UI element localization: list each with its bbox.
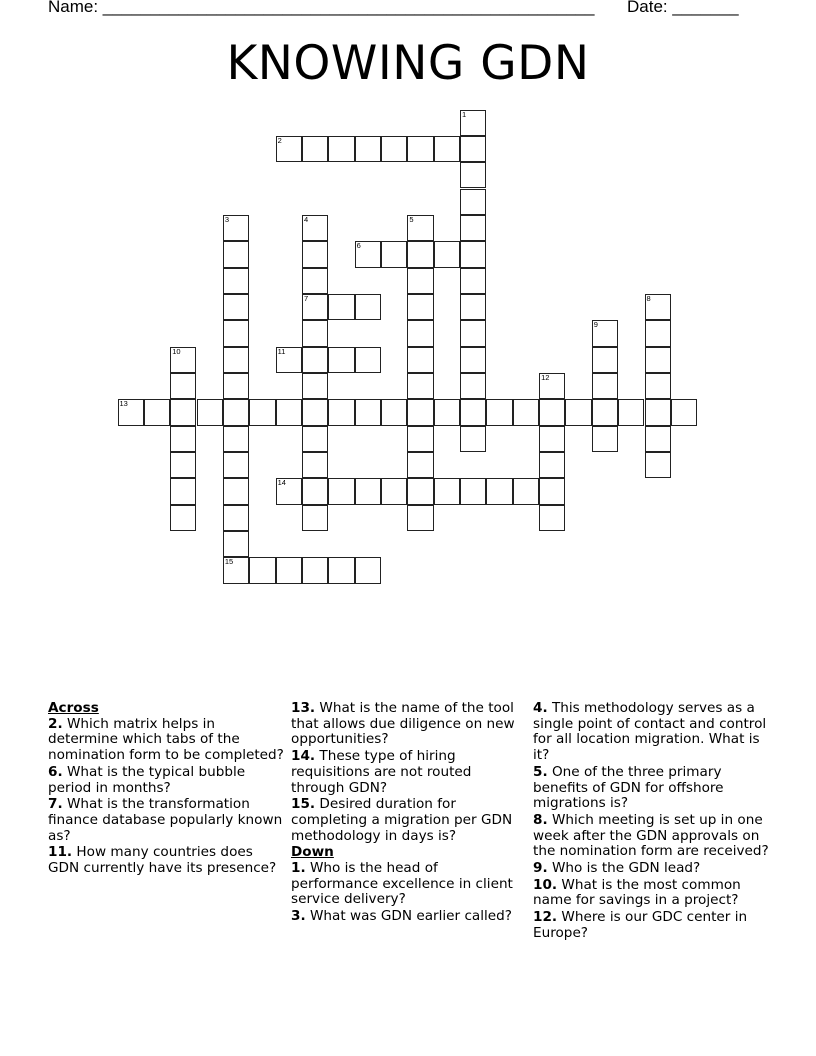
grid-cell[interactable] — [302, 478, 328, 504]
grid-cell[interactable] — [170, 505, 196, 531]
grid-cell[interactable] — [355, 557, 381, 583]
clue-text: What was GDN earlier called? — [309, 908, 513, 925]
grid-cell[interactable] — [328, 399, 354, 425]
clue-number: 12. — [533, 909, 558, 926]
grid-cell[interactable] — [328, 294, 354, 320]
cell-number: 12 — [541, 373, 550, 382]
grid-cell[interactable] — [197, 399, 223, 425]
clue-across-13 — [291, 701, 527, 748]
grid-cell[interactable] — [170, 373, 196, 399]
clue-number: 5. — [533, 763, 548, 780]
clue-text: How many countries does GDN currently have its presence? — [48, 844, 277, 877]
clue-number: 8. — [533, 811, 548, 828]
grid-cell[interactable] — [539, 426, 565, 452]
grid-cell[interactable] — [223, 294, 249, 320]
grid-cell[interactable] — [645, 294, 671, 320]
grid-cell[interactable] — [460, 110, 486, 136]
grid-cell[interactable] — [565, 399, 591, 425]
grid-cell[interactable] — [460, 426, 486, 452]
grid-cell[interactable] — [513, 399, 539, 425]
grid-cell[interactable] — [302, 241, 328, 267]
grid-cell[interactable] — [407, 426, 433, 452]
grid-cell[interactable] — [170, 399, 196, 425]
cell-number: 5 — [409, 214, 414, 224]
grid-cell[interactable] — [276, 399, 302, 425]
grid-cell[interactable] — [223, 215, 249, 241]
cell-number: 4 — [303, 214, 309, 224]
clue-across-7 — [48, 797, 284, 844]
grid-cell[interactable] — [407, 268, 433, 294]
grid-cell[interactable] — [381, 399, 407, 425]
grid-cell[interactable] — [671, 399, 697, 425]
grid-cell[interactable] — [645, 347, 671, 373]
grid-cell[interactable] — [302, 320, 328, 346]
grid-cell[interactable] — [539, 399, 565, 425]
clue-text: Which matrix helps in determine which tabs of the nomination form to be completed? — [48, 715, 284, 764]
grid-cell[interactable] — [328, 478, 354, 504]
grid-cell[interactable] — [355, 241, 381, 267]
clue-across-15 — [291, 797, 527, 844]
grid-cell[interactable] — [645, 399, 671, 425]
grid-cell[interactable] — [592, 320, 618, 346]
grid-cell[interactable] — [407, 505, 433, 531]
grid-cell[interactable] — [460, 241, 486, 267]
grid-cell[interactable] — [328, 557, 354, 583]
clue-number: 10. — [533, 876, 558, 893]
grid-cell[interactable] — [302, 268, 328, 294]
grid-cell[interactable] — [407, 452, 433, 478]
cell-number: 8 — [646, 293, 651, 303]
cell-number: 7 — [303, 293, 309, 303]
grid-cell[interactable] — [381, 241, 407, 267]
grid-cell[interactable] — [223, 320, 249, 346]
grid-cell[interactable] — [618, 399, 644, 425]
clue-text: Who is the head of performance excellence in client service delivery? — [291, 860, 513, 908]
name-field[interactable]: Name: ____________________________________________________ — [48, 0, 595, 16]
clue-down-5 — [533, 765, 769, 812]
clue-across-6 — [48, 765, 284, 796]
clue-number: 11. — [48, 844, 73, 861]
cell-number: 14 — [277, 478, 286, 488]
grid-cell[interactable] — [302, 215, 328, 241]
grid-cell[interactable] — [645, 426, 671, 452]
grid-cell[interactable] — [434, 241, 460, 267]
grid-cell[interactable] — [302, 136, 328, 162]
cell-number: 10 — [172, 346, 181, 356]
cell-number: 2 — [277, 135, 282, 145]
grid-cell[interactable] — [170, 478, 196, 504]
date-field[interactable]: Date: _______ — [627, 0, 739, 16]
grid-cell[interactable] — [407, 478, 433, 504]
grid-cell[interactable] — [144, 399, 170, 425]
grid-cell[interactable] — [381, 136, 407, 162]
down-heading: Down — [291, 844, 334, 861]
grid-cell[interactable] — [302, 452, 328, 478]
grid-cell[interactable] — [328, 347, 354, 373]
grid-cell[interactable] — [302, 347, 328, 373]
grid-cell[interactable] — [223, 478, 249, 504]
cell-number: 1 — [462, 109, 467, 119]
grid-cell[interactable] — [223, 241, 249, 267]
grid-cell[interactable] — [302, 373, 328, 399]
grid-cell[interactable] — [592, 426, 618, 452]
grid-cell[interactable] — [223, 268, 249, 294]
clues-column-1 — [48, 701, 284, 878]
grid-cell[interactable] — [407, 320, 433, 346]
grid-cell[interactable] — [355, 136, 381, 162]
clue-text: What is the most common name for savings in a project? — [533, 876, 741, 909]
grid-cell[interactable] — [223, 452, 249, 478]
clue-text: This methodology serves as a single point of contact and control for all location migration. What is it? — [533, 700, 767, 764]
grid-cell[interactable] — [645, 452, 671, 478]
cell-number: 6 — [356, 241, 361, 251]
clue-down-12 — [533, 910, 769, 941]
grid-cell[interactable] — [460, 189, 486, 215]
cell-number: 11 — [277, 346, 286, 356]
grid-cell[interactable] — [460, 399, 486, 425]
grid-cell[interactable] — [302, 399, 328, 425]
grid-cell[interactable] — [407, 215, 433, 241]
grid-cell[interactable] — [170, 426, 196, 452]
grid-cell[interactable] — [460, 294, 486, 320]
grid-cell[interactable] — [460, 162, 486, 188]
grid-cell[interactable] — [223, 426, 249, 452]
across-heading: Across — [48, 700, 99, 716]
grid-cell[interactable] — [170, 452, 196, 478]
grid-cell[interactable] — [223, 531, 249, 557]
grid-cell[interactable] — [592, 373, 618, 399]
puzzle-title: KNOWING GDN — [226, 36, 590, 91]
grid-cell[interactable] — [355, 478, 381, 504]
clue-number: 14. — [291, 748, 316, 765]
grid-cell[interactable] — [407, 294, 433, 320]
grid-cell[interactable] — [302, 557, 328, 583]
grid-cell[interactable] — [539, 373, 565, 399]
grid-cell[interactable] — [276, 557, 302, 583]
clue-number: 3. — [291, 908, 306, 925]
grid-cell[interactable] — [407, 373, 433, 399]
grid-cell[interactable] — [460, 347, 486, 373]
grid-cell[interactable] — [355, 399, 381, 425]
clue-across-14 — [291, 749, 527, 796]
clue-across-2 — [48, 717, 284, 764]
clue-number: 7. — [48, 796, 63, 813]
clue-number: 9. — [533, 860, 548, 877]
clue-text: Which meeting is set up in one week after the GDN approvals on the nomination form are received? — [533, 811, 769, 860]
grid-cell[interactable] — [592, 399, 618, 425]
grid-cell[interactable] — [276, 136, 302, 162]
clue-text: Desired duration for completing a migration per GDN methodology in days is? — [291, 796, 513, 844]
clue-text: Who is the GDN lead? — [551, 860, 701, 877]
clue-text: What is the transformation finance database popularly known as? — [48, 796, 283, 844]
clue-number: 4. — [533, 700, 548, 716]
grid-cell[interactable] — [170, 347, 196, 373]
clue-down-1 — [291, 861, 527, 908]
grid-cell[interactable] — [249, 557, 275, 583]
grid-cell[interactable] — [381, 478, 407, 504]
cell-number: 3 — [224, 214, 230, 224]
grid-cell[interactable] — [645, 320, 671, 346]
grid-cell[interactable] — [407, 399, 433, 425]
clue-down-4 — [533, 701, 769, 764]
grid-cell[interactable] — [407, 241, 433, 267]
grid-cell[interactable] — [249, 399, 275, 425]
grid-cell[interactable] — [486, 399, 512, 425]
grid-cell[interactable] — [407, 347, 433, 373]
clue-number: 2. — [48, 715, 63, 732]
clue-number: 1. — [291, 860, 306, 877]
clue-across-11 — [48, 845, 284, 876]
clue-number: 15. — [291, 796, 316, 813]
grid-cell[interactable] — [539, 505, 565, 531]
clue-down-9 — [533, 861, 769, 877]
grid-cell[interactable] — [460, 215, 486, 241]
grid-cell[interactable] — [592, 347, 618, 373]
grid-cell[interactable] — [460, 320, 486, 346]
grid-cell[interactable] — [486, 478, 512, 504]
grid-cell[interactable] — [276, 478, 302, 504]
grid-cell[interactable] — [328, 136, 354, 162]
cell-number: 15 — [224, 557, 234, 567]
clue-down-8 — [533, 813, 769, 860]
clue-text: Where is our GDC center in Europe? — [533, 909, 748, 941]
grid-cell[interactable] — [223, 557, 249, 583]
grid-cell[interactable] — [645, 373, 671, 399]
grid-cell[interactable] — [539, 478, 565, 504]
grid-cell[interactable] — [302, 426, 328, 452]
clue-down-10 — [533, 878, 769, 909]
clues-column-2 — [291, 701, 527, 926]
grid-cell[interactable] — [434, 136, 460, 162]
grid-cell[interactable] — [302, 505, 328, 531]
clue-down-3 — [291, 909, 527, 925]
clue-text: These type of hiring requisitions are not routed through GDN? — [291, 748, 472, 796]
grid-cell[interactable] — [460, 136, 486, 162]
grid-cell[interactable] — [513, 478, 539, 504]
grid-cell[interactable] — [355, 294, 381, 320]
grid-cell[interactable] — [460, 478, 486, 504]
grid-cell[interactable] — [434, 399, 460, 425]
cell-number: 9 — [593, 320, 598, 330]
clue-text: One of the three primary benefits of GDN for offshore migrations is? — [533, 763, 724, 812]
grid-cell[interactable] — [407, 136, 433, 162]
clue-number: 13. — [291, 700, 316, 716]
grid-cell[interactable] — [223, 347, 249, 373]
grid-cell[interactable] — [460, 373, 486, 399]
grid-cell[interactable] — [434, 478, 460, 504]
grid-cell[interactable] — [539, 452, 565, 478]
grid-cell[interactable] — [223, 373, 249, 399]
grid-cell[interactable] — [276, 347, 302, 373]
grid-cell[interactable] — [118, 399, 144, 425]
cell-number: 13 — [119, 399, 128, 409]
grid-cell[interactable] — [302, 294, 328, 320]
clues-column-3 — [533, 701, 769, 943]
grid-cell[interactable] — [460, 268, 486, 294]
grid-cell[interactable] — [223, 399, 249, 425]
grid-cell[interactable] — [223, 505, 249, 531]
clue-number: 6. — [48, 763, 63, 780]
clue-text: What is the name of the tool that allows due diligence on new opportunities? — [291, 700, 515, 748]
clue-text: What is the typical bubble period in months? — [48, 763, 246, 796]
grid-cell[interactable] — [355, 347, 381, 373]
